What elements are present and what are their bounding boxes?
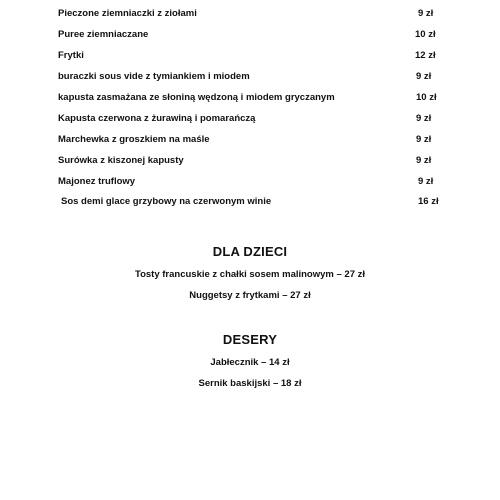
- menu-item-price: 9 zł: [416, 155, 432, 166]
- menu-item-price: 10 zł: [415, 29, 436, 40]
- menu-item-name: Marchewka z groszkiem na maśle: [58, 134, 210, 145]
- menu-item-price: 16 zł: [418, 196, 439, 207]
- dessert-item: Sernik baskijski – 18 zł: [198, 378, 302, 389]
- menu-item-name: Pieczone ziemniaczki z ziołami: [58, 8, 197, 19]
- menu-item-price: 9 zł: [416, 71, 432, 82]
- menu-item-price: 10 zł: [416, 92, 437, 103]
- menu-item-name: Sos demi glace grzybowy na czerwonym winie: [61, 196, 272, 207]
- menu-item-name: Kapusta czerwona z żurawiną i pomarańczą: [58, 113, 256, 124]
- menu-item-price: 9 zł: [416, 113, 432, 124]
- menu-item-name: Majonez truflowy: [58, 176, 136, 187]
- kids-item: Nuggetsy z frytkami – 27 zł: [189, 290, 311, 301]
- dessert-item: Jabłecznik – 14 zł: [210, 357, 290, 368]
- menu-item-name: Surówka z kiszonej kapusty: [58, 155, 184, 166]
- kids-item: Tosty francuskie z chałki sosem malinowym – 27 zł: [134, 269, 366, 280]
- menu-item-name: Puree ziemniaczane: [58, 29, 149, 40]
- menu-item-name: Frytki: [58, 50, 84, 61]
- menu-item-name: buraczki sous vide z tymiankiem i miodem: [58, 71, 250, 82]
- menu-item-price: 9 zł: [418, 8, 434, 19]
- menu-item-price: 9 zł: [416, 134, 432, 145]
- section-heading-kids: DLA DZIECI: [212, 244, 288, 259]
- menu-item-name: kapusta zasmażana ze słoniną wędzoną i miodem gryczanym: [58, 92, 335, 103]
- section-heading-desserts: DESERY: [222, 332, 278, 347]
- menu-item-price: 9 zł: [418, 176, 434, 187]
- menu-item-price: 12 zł: [415, 50, 436, 61]
